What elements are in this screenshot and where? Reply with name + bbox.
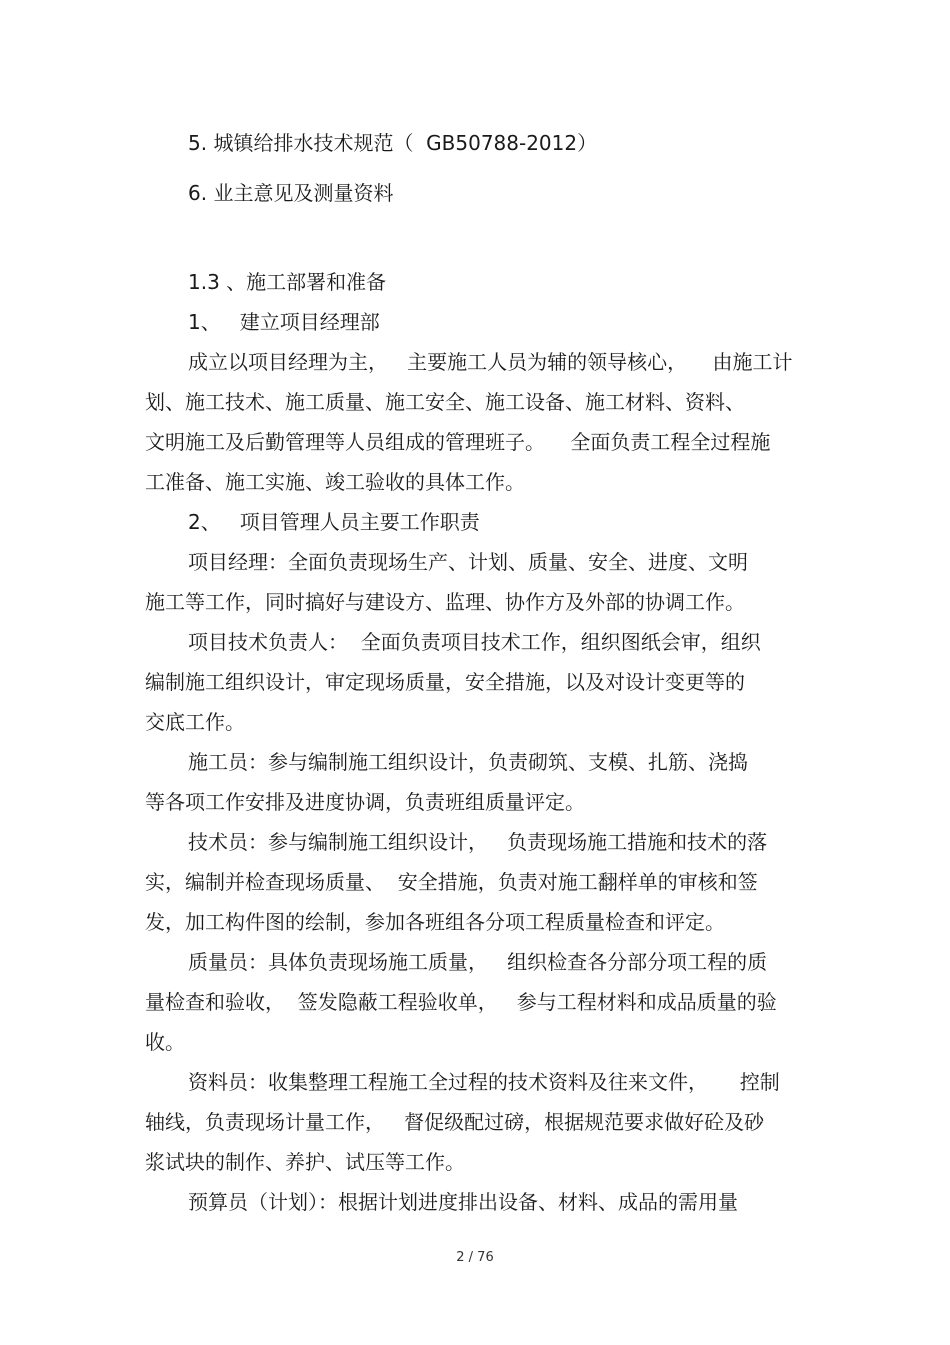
paragraph-line: 收。 bbox=[145, 1030, 185, 1054]
paragraph-line: 项目经理：全面负责现场生产、计划、质量、安全、进度、文明 bbox=[188, 550, 748, 574]
paragraph-line: 项目技术负责人： 全面负责项目技术工作，组织图纸会审，组织 bbox=[188, 630, 761, 654]
page-number: 2 / 76 bbox=[456, 1250, 494, 1265]
reference-item-5: 5. 城镇给排水技术规范（ GB50788-2012） bbox=[188, 131, 598, 155]
paragraph-line: 文明施工及后勤管理等人员组成的管理班子。 全面负责工程全过程施 bbox=[145, 430, 771, 454]
paragraph-line: 划、施工技术、施工质量、施工安全、施工设备、施工材料、资料、 bbox=[145, 390, 745, 414]
paragraph-line: 实，编制并检查现场质量、 安全措施，负责对施工翻样单的审核和签 bbox=[145, 870, 758, 894]
paragraph-line: 交底工作。 bbox=[145, 710, 245, 734]
paragraph-line: 资料员：收集整理工程施工全过程的技术资料及往来文件， 控制 bbox=[188, 1070, 780, 1094]
paragraph-line: 成立以项目经理为主， 主要施工人员为辅的领导核心， 由施工计 bbox=[188, 350, 793, 374]
paragraph-line: 施工等工作，同时搞好与建设方、监理、协作方及外部的协调工作。 bbox=[145, 590, 745, 614]
paragraph-line: 质量员：具体负责现场施工质量， 组织检查各分部分项工程的质 bbox=[188, 950, 768, 974]
paragraph-line: 轴线，负责现场计量工作， 督促级配过磅，根据规范要求做好砼及砂 bbox=[145, 1110, 765, 1134]
paragraph-line: 量检查和验收， 签发隐蔽工程验收单， 参与工程材料和成品质量的验 bbox=[145, 990, 777, 1014]
subheading-2: 2、 项目管理人员主要工作职责 bbox=[188, 510, 480, 534]
paragraph-line: 发，加工构件图的绘制，参加各班组各分项工程质量检查和评定。 bbox=[145, 910, 725, 934]
paragraph-line: 等各项工作安排及进度协调，负责班组质量评定。 bbox=[145, 790, 585, 814]
paragraph-line: 预算员（计划）：根据计划进度排出设备、材料、成品的需用量 bbox=[188, 1190, 738, 1214]
section-heading: 1.3 、施工部署和准备 bbox=[188, 270, 387, 294]
paragraph-line: 工准备、施工实施、竣工验收的具体工作。 bbox=[145, 470, 525, 494]
paragraph-line: 浆试块的制作、养护、试压等工作。 bbox=[145, 1150, 465, 1174]
paragraph-line: 技术员：参与编制施工组织设计， 负责现场施工措施和技术的落 bbox=[188, 830, 768, 854]
subheading-1: 1、 建立项目经理部 bbox=[188, 310, 380, 334]
paragraph-line: 施工员：参与编制施工组织设计，负责砌筑、支模、扎筋、浇捣 bbox=[188, 750, 748, 774]
paragraph-line: 编制施工组织设计，审定现场质量，安全措施，以及对设计变更等的 bbox=[145, 670, 745, 694]
reference-item-6: 6. 业主意见及测量资料 bbox=[188, 181, 394, 205]
